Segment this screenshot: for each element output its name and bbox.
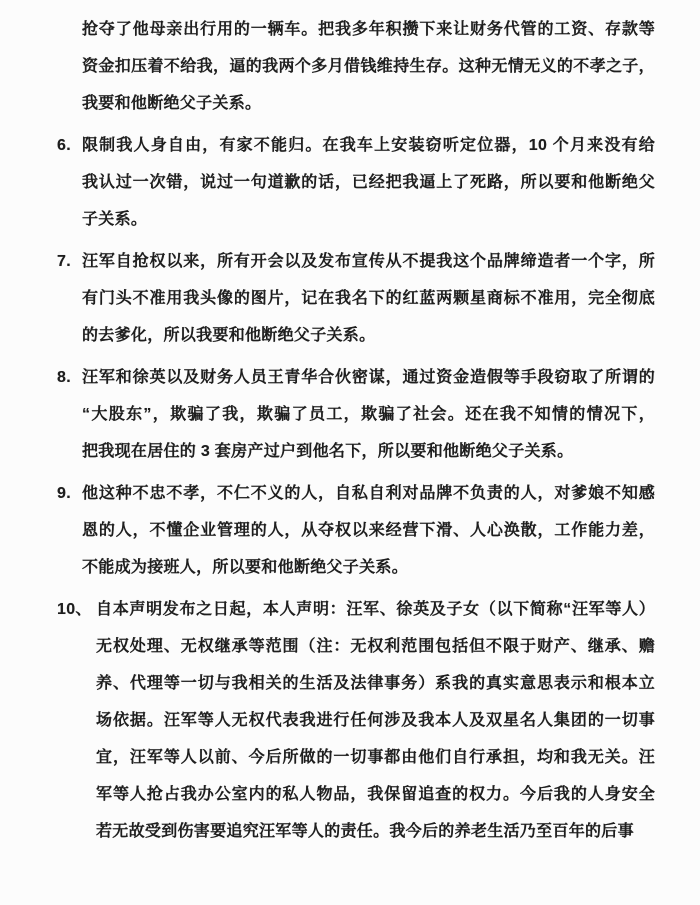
- text-line: 限制我人身自由，有家不能归。在我车上安装窃听定位器，10 个月来没有给: [82, 137, 655, 154]
- text-line: 有门头不准用我头像的图片，记在我名下的红蓝两颗星商标不准用，完全彻底: [82, 290, 655, 307]
- text-line: 把我现在居住的 3 套房产过户到他名下，所以要和他断绝父子关系。: [82, 443, 574, 460]
- text-line: 子关系。: [82, 211, 148, 228]
- statement-item-8: [0, 359, 655, 470]
- text-line: 恩的人，不懂企业管理的人，从夺权以来经营下滑、人心涣散，工作能力差，: [82, 522, 655, 539]
- statement-item-9: [0, 475, 655, 586]
- statement-item-10: [0, 591, 655, 850]
- text-line: 资金扣压着不给我，逼的我两个多月借钱维持生存。这种无情无义的不孝之子，: [82, 58, 655, 75]
- text-line: 抢夺了他母亲出行用的一辆车。把我多年积攒下来让财务代管的工资、存款等: [82, 21, 655, 38]
- text-line: “大股东”，欺骗了我，欺骗了员工，欺骗了社会。还在我不知情的情况下，: [82, 406, 655, 423]
- text-line: 若无故受到伤害要追究汪军等人的责任。我今后的养老生活乃至百年的后事: [96, 823, 634, 840]
- text-line: 宜，汪军等人以前、今后所做的一切事都由他们自行承担，均和我无关。汪: [96, 749, 655, 766]
- item-number: 8.: [57, 369, 71, 386]
- text-line: 自本声明发布之日起，本人声明：汪军、徐英及子女（以下简称“汪军等人）: [96, 601, 655, 618]
- statement-item-5-continuation: [0, 11, 655, 122]
- text-line: 不能成为接班人，所以要和他断绝父子关系。: [82, 559, 409, 576]
- item-number: 6.: [57, 137, 71, 154]
- text-line: 养、代理等一切与我相关的生活及法律事务）系我的真实意思表示和根本立: [96, 675, 655, 692]
- item-number: 7.: [57, 253, 71, 270]
- document-body: [0, 11, 700, 855]
- text-line: 无权处理、无权继承等范围（注：无权利范围包括但不限于财产、继承、赡: [96, 638, 655, 655]
- text-line: 场依据。汪军等人无权代表我进行任何涉及我本人及双星名人集团的一切事: [96, 712, 655, 729]
- statement-item-6: [0, 127, 655, 238]
- statement-item-7: [0, 243, 655, 354]
- text-line: 我要和他断绝父子关系。: [82, 95, 262, 112]
- item-number: 10、: [57, 601, 92, 618]
- text-line: 我认过一次错，说过一句道歉的话，已经把我逼上了死路，所以要和他断绝父: [82, 174, 655, 191]
- text-line: 汪军和徐英以及财务人员王青华合伙密谋，通过资金造假等手段窃取了所谓的: [82, 369, 655, 386]
- text-line: 汪军自抢权以来，所有开会以及发布宣传从不提我这个品牌缔造者一个字，所: [82, 253, 655, 270]
- text-line: 他这种不忠不孝，不仁不义的人，自私自利对品牌不负责的人，对爹娘不知感: [82, 485, 655, 502]
- item-number: 9.: [57, 485, 71, 502]
- text-line: 的去爹化，所以我要和他断绝父子关系。: [82, 327, 376, 344]
- text-line: 军等人抢占我办公室内的私人物品，我保留追查的权力。今后我的人身安全: [96, 786, 655, 803]
